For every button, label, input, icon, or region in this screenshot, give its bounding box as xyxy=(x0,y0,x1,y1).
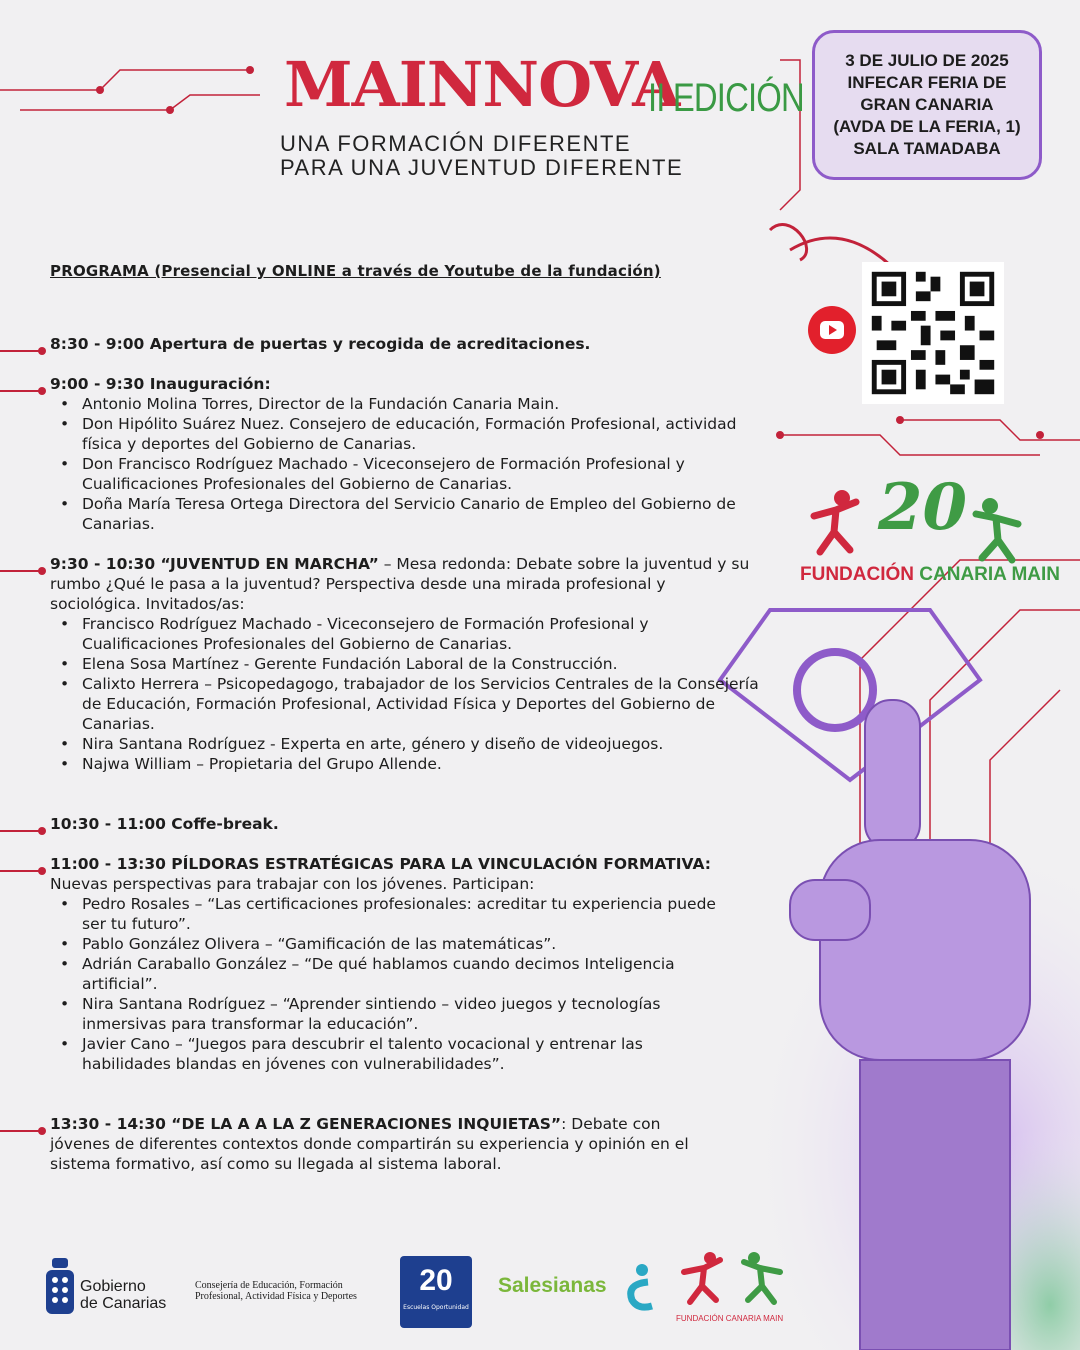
timeline-marker xyxy=(0,350,42,352)
salesianas-mark-icon xyxy=(618,1262,658,1312)
list-item: • Pedro Rosales – “Las certificaciones profesionales: acreditar tu experiencia puede ser tu futuro”. xyxy=(82,894,732,934)
program-title: PROGRAMA (Presencial y ONLINE a través de Youtube de la fundación) xyxy=(50,262,661,280)
tagline-line-2: PARA UNA JUVENTUD DIFERENTE xyxy=(280,155,684,180)
list-item: • Javier Cano – “Juegos para descubrir el talento vocacional y entrenar las habilidades blandas en jóvenes con vulnerabilidades”. xyxy=(82,1034,732,1074)
program-item-5 xyxy=(50,854,760,1074)
timeline-marker xyxy=(0,870,42,872)
timeline-marker xyxy=(0,830,42,832)
list-item: • Pablo González Olivera – “Gamificación de las matemáticas”. xyxy=(82,934,732,954)
program-item-heading: 13:30 - 14:30 “DE LA A A LA Z GENERACIONES INQUIETAS” xyxy=(50,1115,562,1133)
e2o-logo xyxy=(400,1256,472,1328)
e2o-number: 20 xyxy=(419,1264,453,1297)
program-item-6 xyxy=(50,1114,700,1174)
program-item-text: – Mesa redonda: Debate sobre la juventud y su rumbo ¿Qué le pasa a la juventud? Perspectiva desde una mirada profesional y sociológica. Invitados/as: xyxy=(50,555,750,613)
event-title: MAINNOVA xyxy=(284,48,680,121)
program-item-heading: 8:30 - 9:00 Apertura de puertas y recogida de acreditaciones. xyxy=(50,335,591,353)
edition-label: II EDICIÓN xyxy=(648,76,804,120)
list-item: • Doña María Teresa Ortega Directora del Servicio Canario de Empleo del Gobierno de Canarias. xyxy=(82,494,760,534)
program-item-paragraph xyxy=(50,854,760,894)
tagline xyxy=(280,132,683,180)
gobierno-line-1: Gobierno xyxy=(80,1278,146,1295)
timeline-marker xyxy=(0,570,42,572)
date-location-text: 3 DE JULIO DE 2025 INFECAR FERIA DE GRAN CANARIA (AVDA DE LA FERIA, 1) SALA TAMADABA xyxy=(833,51,1021,158)
list-item: • Antonio Molina Torres, Director de la Fundación Canaria Main. xyxy=(82,394,760,414)
gobierno-shield-icon xyxy=(44,1258,76,1316)
consejeria-line-2: Profesional, Actividad Física y Deportes xyxy=(195,1291,357,1302)
program-item-text: Nuevas perspectivas para trabajar con los jóvenes. Participan: xyxy=(50,875,535,893)
list-item: • Nira Santana Rodríguez – “Aprender sintiendo – video juegos y tecnologías inmersivas para transformar la educación”. xyxy=(82,994,732,1034)
fundacion-name-part-2: CANARIA MAIN xyxy=(919,564,1061,585)
running-figure-red-icon xyxy=(806,488,866,558)
program-item-1 xyxy=(50,334,760,354)
program-item-heading: 9:00 - 9:30 Inauguración: xyxy=(50,375,271,393)
consejeria-line-1: Consejería de Educación, Formación xyxy=(195,1280,343,1291)
running-figure-green-icon xyxy=(968,496,1028,566)
fcm-figures-icon xyxy=(680,1250,784,1310)
anniversary-number: 20 xyxy=(878,470,968,545)
program-item-heading: 11:00 - 13:30 PÍLDORAS ESTRATÉGICAS PARA LA VINCULACIÓN FORMATIVA: xyxy=(50,855,711,873)
list-item: • Francisco Rodríguez Machado - Viceconsejero de Formación Profesional y Cualificaciones Profesionales del Gobierno de Canarias. xyxy=(82,614,760,654)
timeline-marker xyxy=(0,1130,42,1132)
salesianas-logo: Salesianas xyxy=(498,1274,607,1297)
consejeria-logo-text xyxy=(195,1280,357,1302)
e2o-name: Escuelas Oportunidad xyxy=(403,1304,469,1311)
gobierno-line-2: de Canarias xyxy=(80,1295,167,1312)
list-item: • Nira Santana Rodríguez - Experta en arte, género y diseño de videojuegos. xyxy=(82,734,760,754)
youtube-icon[interactable] xyxy=(808,306,856,354)
timeline-marker xyxy=(0,390,42,392)
fundacion-name-part-1: FUNDACIÓN xyxy=(800,564,914,585)
tagline-line-1: UNA FORMACIÓN DIFERENTE xyxy=(280,131,632,156)
program-item-text: : Debate con jóvenes de diferentes contextos donde compartirán su experiencia y opinión en el sistema formativo, así como su llegada al sistema laboral. xyxy=(50,1115,689,1173)
fundacion-name xyxy=(800,564,1060,586)
program-item-paragraph xyxy=(50,1114,700,1174)
list-item: • Najwa William – Propietaria del Grupo Allende. xyxy=(82,754,760,774)
program-item-2 xyxy=(50,374,760,534)
qr-pattern-icon xyxy=(862,262,1004,404)
program-item-heading: 10:30 - 11:00 Coffe-break. xyxy=(50,815,279,833)
list-item: • Calixto Herrera – Psicopedagogo, trabajador de los Servicios Centrales de la Consejería de Educación, Formación Profesional, Actividad Física y Deportes del Gobierno de Canarias. xyxy=(82,674,760,734)
gobierno-logo-text xyxy=(80,1278,166,1312)
qr-code[interactable] xyxy=(862,262,1004,404)
program-item-heading: 9:30 - 10:30 “JUVENTUD EN MARCHA” xyxy=(50,555,379,573)
program-item-4 xyxy=(50,814,760,834)
date-location-box xyxy=(812,30,1042,180)
list-item: • Adrián Caraballo González – “De qué hablamos cuando decimos Inteligencia artificial”. xyxy=(82,954,732,994)
program-item-3 xyxy=(50,554,760,774)
fcm-logo-text: FUNDACIÓN CANARIA MAIN xyxy=(676,1314,784,1323)
program-item-paragraph xyxy=(50,554,760,614)
list-item: • Elena Sosa Martínez - Gerente Fundación Laboral de la Construcción. xyxy=(82,654,760,674)
list-item: • Don Hipólito Suárez Nuez. Consejero de educación, Formación Profesional, actividad física y deportes del Gobierno de Canarias. xyxy=(82,414,760,454)
list-item: • Don Francisco Rodríguez Machado - Viceconsejero de Formación Profesional y Cualificaciones Profesionales del Gobierno de Canarias. xyxy=(82,454,760,494)
